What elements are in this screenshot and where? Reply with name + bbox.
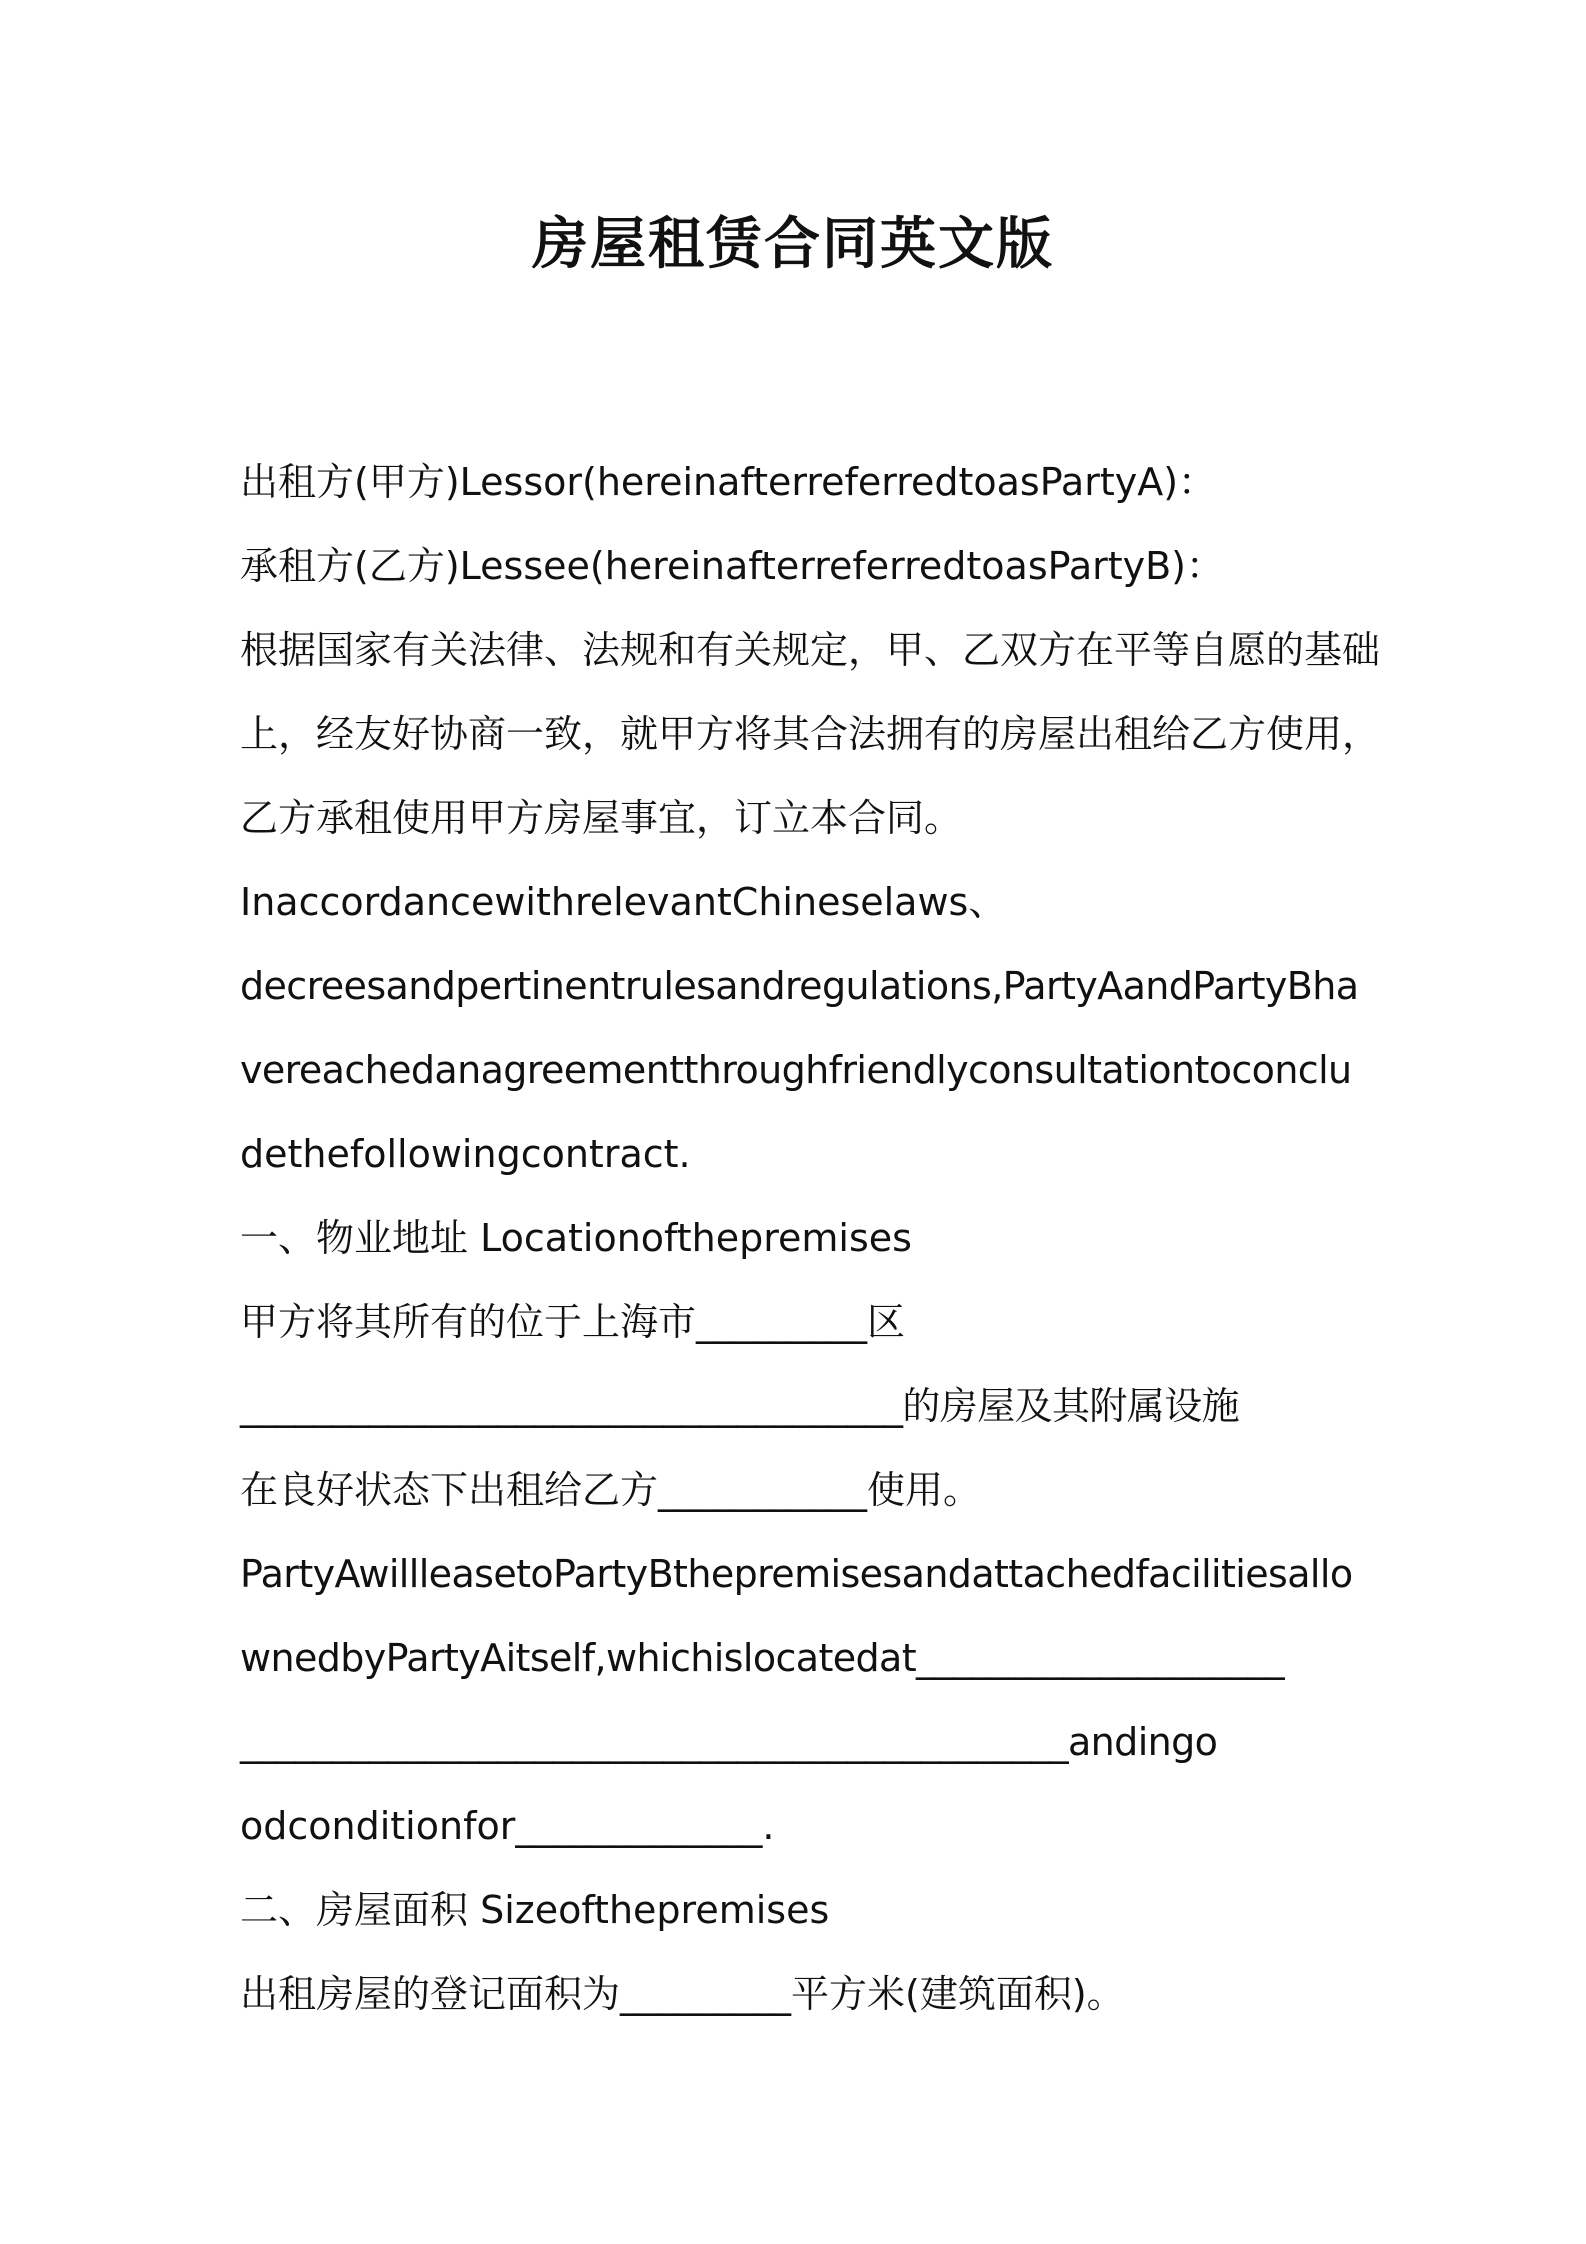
paragraph-line: _____________________________________________andingo: [240, 1720, 1218, 1764]
paragraph-line: decreesandpertinentrulesandregulations,PartyAandPartyBha: [240, 964, 1359, 1008]
paragraph-line: 根据国家有关法律、法规和有关规定，甲、乙双方在平等自愿的基础: [240, 628, 1381, 672]
paragraph-line: ____________________________________的房屋及其附属设施: [240, 1384, 1240, 1428]
paragraph-line: 上，经友好协商一致，就甲方将其合法拥有的房屋出租给乙方使用，: [240, 712, 1381, 756]
paragraph-line: wnedbyPartyAitself,whichislocatedat____________________: [240, 1636, 1285, 1680]
paragraph-line: 出租房屋的登记面积为_________平方米(建筑面积)。: [240, 1972, 1125, 2016]
lessee-line: 承租方(乙方)Lessee(hereinafterreferredtoasPartyB)：: [240, 544, 1225, 588]
paragraph-line: 甲方将其所有的位于上海市_________区: [240, 1300, 906, 1344]
paragraph-line: odconditionfor_____________.: [240, 1804, 775, 1848]
paragraph-line: vereachedanagreementthroughfriendlyconsultationtoconclu: [240, 1048, 1352, 1092]
paragraph-line: 乙方承租使用甲方房屋事宜，订立本合同。: [240, 796, 963, 840]
paragraph-line: PartyAwillleasetoPartyBthepremisesandattachedfacilitiesallo: [240, 1552, 1353, 1596]
section-heading: 二、房屋面积 Sizeofthepremises: [240, 1888, 830, 1932]
lessor-line: 出租方(甲方)Lessor(hereinafterreferredtoasPartyA)：: [240, 460, 1217, 504]
paragraph-line: dethefollowingcontract.: [240, 1132, 691, 1176]
document-body: [240, 440, 1381, 2036]
paragraph-line: InaccordancewithrelevantChineselaws、: [240, 880, 1007, 924]
document-title: 房屋租赁合同英文版: [532, 212, 1054, 277]
paragraph-line: 在良好状态下出租给乙方___________使用。: [240, 1468, 982, 1512]
section-heading: 一、物业地址 Locationofthepremises: [240, 1216, 912, 1260]
